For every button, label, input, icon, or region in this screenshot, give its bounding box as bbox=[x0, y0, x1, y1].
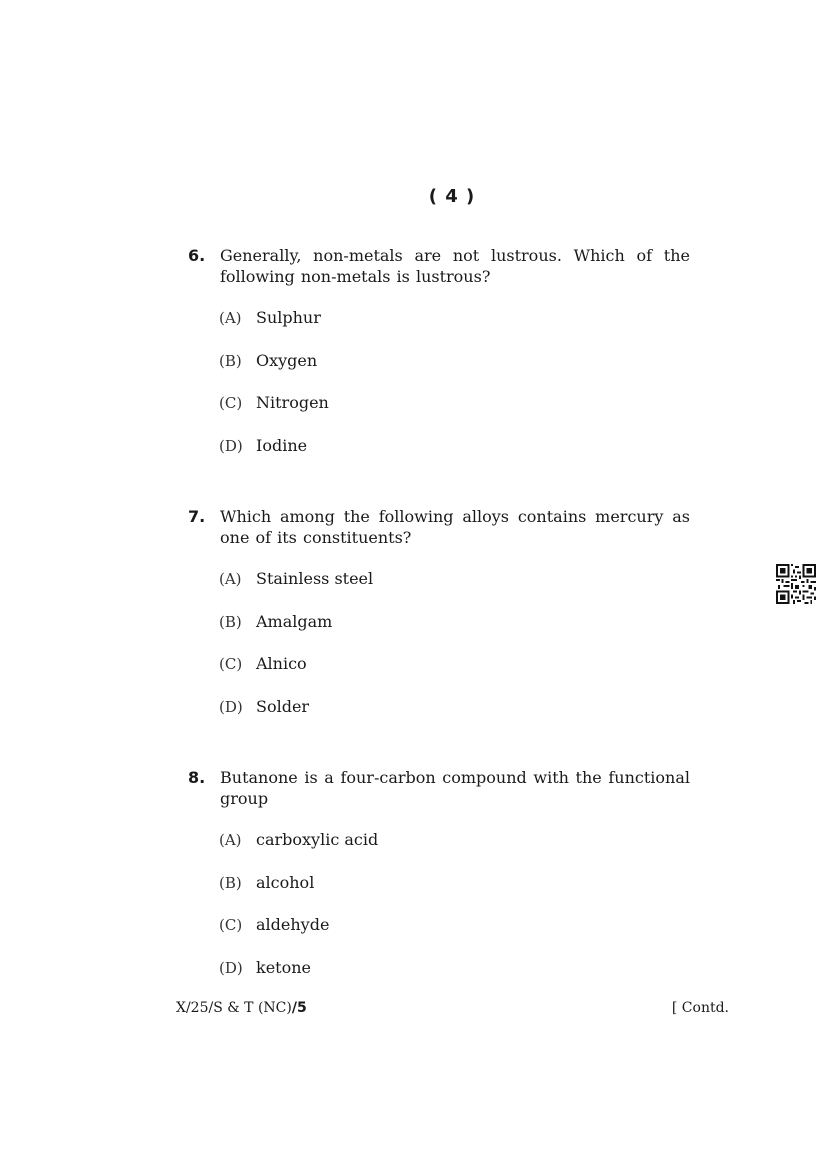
option-text: Alnico bbox=[256, 654, 307, 673]
option-text: Oxygen bbox=[256, 350, 318, 370]
continued-label: [ Contd. bbox=[671, 1000, 729, 1016]
option-label: (B) bbox=[219, 351, 242, 370]
options-list bbox=[219, 569, 690, 739]
option-text: Nitrogen bbox=[256, 393, 329, 412]
option-a bbox=[219, 569, 690, 612]
option-c bbox=[219, 654, 690, 697]
option-label: (D) bbox=[219, 958, 243, 977]
option-label: (C) bbox=[219, 655, 243, 673]
paper-code bbox=[176, 1000, 307, 1016]
option-c bbox=[219, 393, 690, 436]
option-text: Iodine bbox=[256, 435, 308, 455]
option-label: (A) bbox=[219, 831, 242, 849]
option-label: (A) bbox=[219, 309, 242, 327]
question-text: Butanone is a four-carbon compound with the functional group bbox=[220, 768, 690, 808]
option-label: (D) bbox=[219, 697, 243, 716]
option-a bbox=[219, 830, 690, 873]
paper-code-suffix: /5 bbox=[291, 1000, 307, 1016]
option-label: (C) bbox=[219, 916, 243, 934]
question-number: 7. bbox=[188, 507, 206, 526]
option-text: carboxylic acid bbox=[256, 830, 379, 849]
page-number: ( 4 ) bbox=[428, 186, 476, 207]
option-text: alcohol bbox=[256, 872, 315, 892]
question-number: 8. bbox=[188, 768, 206, 787]
options-list bbox=[219, 308, 690, 478]
question-number: 6. bbox=[188, 246, 206, 265]
option-label: (D) bbox=[219, 436, 243, 455]
question-6 bbox=[188, 245, 690, 478]
option-d bbox=[219, 436, 690, 479]
option-b bbox=[219, 873, 690, 916]
question-8 bbox=[188, 767, 690, 1000]
option-b bbox=[219, 612, 690, 655]
option-label: (B) bbox=[219, 612, 242, 631]
question-text: Which among the following alloys contains mercury as one of its constituents? bbox=[220, 507, 690, 547]
options-list bbox=[219, 830, 690, 1000]
option-text: ketone bbox=[256, 957, 311, 977]
option-d bbox=[219, 958, 690, 1001]
question-7 bbox=[188, 506, 690, 739]
option-label: (B) bbox=[219, 873, 242, 892]
option-c bbox=[219, 915, 690, 958]
option-d bbox=[219, 697, 690, 740]
qr-code-icon bbox=[776, 564, 816, 604]
option-label: (C) bbox=[219, 394, 243, 412]
option-a bbox=[219, 308, 690, 351]
question-text: Generally, non-metals are not lustrous. Which of the following non-metals is lustrous? bbox=[220, 246, 690, 286]
option-label: (A) bbox=[219, 570, 242, 588]
option-text: Sulphur bbox=[256, 308, 321, 327]
paper-code-text: X/25/S & T (NC) bbox=[176, 1000, 292, 1016]
option-text: Stainless steel bbox=[256, 569, 374, 588]
option-b bbox=[219, 351, 690, 394]
option-text: Amalgam bbox=[256, 611, 333, 631]
option-text: aldehyde bbox=[256, 915, 330, 934]
option-text: Solder bbox=[256, 696, 310, 716]
